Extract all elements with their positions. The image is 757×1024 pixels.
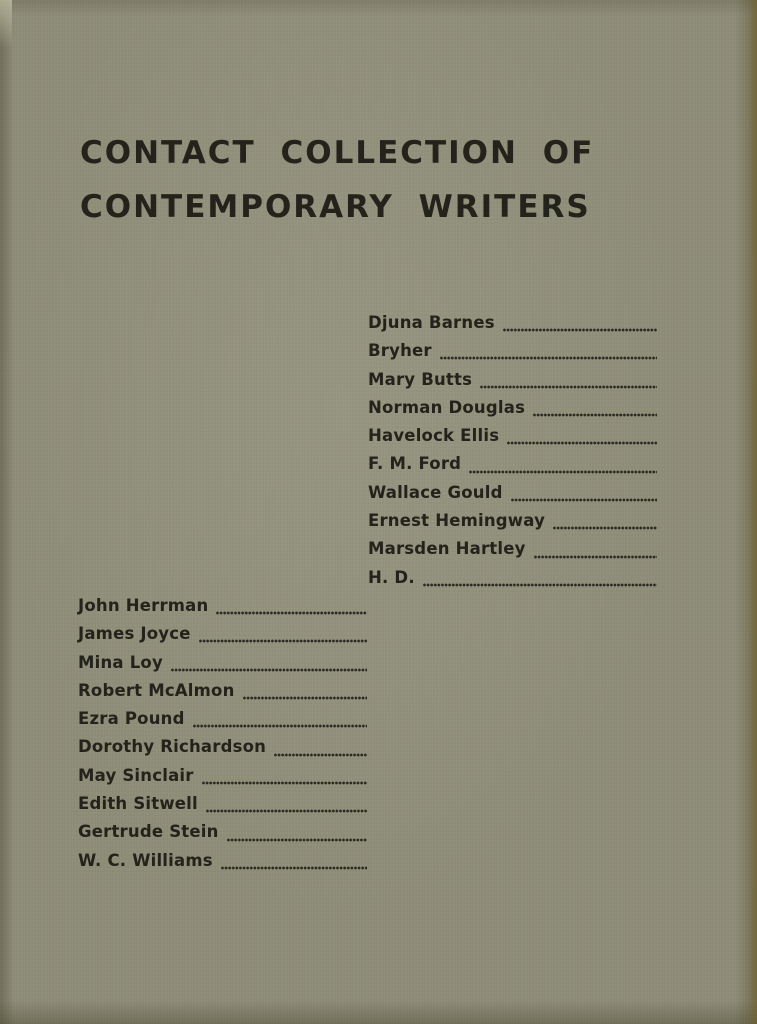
dot-leader — [202, 780, 367, 786]
author-name: Mina Loy — [78, 652, 163, 672]
author-name: Ezra Pound — [78, 709, 185, 729]
author-list-right — [368, 313, 657, 596]
author-entry — [368, 454, 657, 482]
author-entry — [368, 426, 657, 454]
author-entry — [368, 539, 657, 567]
dot-leader — [216, 610, 367, 616]
author-name: W. C. Williams — [78, 850, 213, 870]
author-name: James Joyce — [78, 624, 191, 644]
dot-leader — [227, 837, 367, 843]
author-name: H. D. — [368, 567, 415, 587]
cover-title — [80, 126, 680, 234]
dot-leader — [274, 752, 367, 758]
author-entry — [78, 737, 367, 765]
author-name: Bryher — [368, 341, 432, 361]
author-name: Edith Sitwell — [78, 794, 198, 814]
author-name: F. M. Ford — [368, 454, 462, 474]
author-entry — [368, 398, 657, 426]
dot-leader — [243, 695, 367, 701]
author-entry — [78, 681, 367, 709]
author-entry — [368, 341, 657, 369]
author-name: May Sinclair — [78, 765, 194, 785]
dot-leader — [171, 667, 367, 673]
author-entry — [78, 851, 367, 879]
dot-leader — [440, 355, 657, 361]
author-name: Mary Butts — [368, 369, 473, 389]
author-entry — [78, 766, 367, 794]
author-name: Gertrude Stein — [78, 822, 219, 842]
author-entry — [78, 596, 367, 624]
edge-discoloration — [749, 0, 757, 1024]
corner-wear — [0, 0, 12, 48]
author-entry — [78, 624, 367, 652]
dot-leader — [423, 582, 657, 588]
dot-leader — [534, 554, 657, 560]
author-list-left — [78, 596, 367, 879]
author-entry — [78, 709, 367, 737]
author-entry — [78, 794, 367, 822]
dot-leader — [221, 865, 367, 871]
author-name: John Herrman — [78, 596, 209, 615]
author-name: Robert McAlmon — [78, 680, 235, 700]
author-name: Djuna Barnes — [368, 313, 495, 332]
author-entry — [78, 822, 367, 850]
author-entry — [368, 370, 657, 398]
dot-leader — [480, 384, 657, 390]
author-entry — [368, 313, 657, 341]
author-entry — [368, 511, 657, 539]
dot-leader — [206, 808, 367, 814]
dot-leader — [469, 469, 657, 475]
dot-leader — [553, 525, 657, 531]
dot-leader — [503, 327, 657, 333]
author-name: Wallace Gould — [368, 482, 503, 502]
title-line-1: CONTACT COLLECTION OF — [80, 135, 595, 171]
author-entry — [368, 568, 657, 596]
author-name: Ernest Hemingway — [368, 511, 546, 531]
author-entry — [368, 483, 657, 511]
author-name: Havelock Ellis — [368, 426, 500, 446]
dot-leader — [511, 497, 657, 503]
dot-leader — [533, 412, 657, 418]
dot-leader — [199, 638, 367, 644]
author-entry — [78, 653, 367, 681]
dot-leader — [193, 723, 367, 729]
author-name: Norman Douglas — [368, 397, 526, 417]
author-name: Dorothy Richardson — [78, 737, 267, 757]
title-line-2: CONTEMPORARY WRITERS — [80, 189, 591, 225]
author-name: Marsden Hartley — [368, 539, 526, 559]
dot-leader — [507, 440, 657, 446]
